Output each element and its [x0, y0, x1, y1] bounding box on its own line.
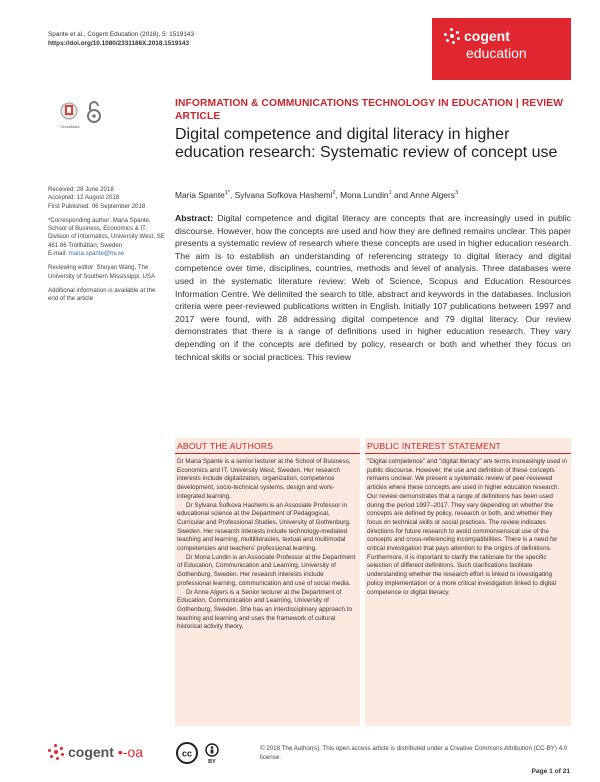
author-separator: ,	[335, 190, 341, 200]
public-interest-heading: PUBLIC INTEREST STATEMENT	[365, 438, 571, 454]
received-date: Received: 28 June 2018	[48, 186, 114, 193]
published-date: First Published: 06 September 2018	[48, 202, 146, 210]
logo-word-cogent: cogent	[68, 744, 114, 760]
abstract	[175, 212, 571, 363]
header-meta	[48, 30, 194, 48]
open-access-icon	[86, 100, 102, 124]
author-separator: and	[391, 190, 410, 200]
logo-word-cogent: cogent	[464, 28, 510, 44]
author-bio: Dr Sylvana Sofkova Hashemi is an Associate Professor in educational science at the Department of Pedagogical, Curricular and Professional Studies, University of Gothenburg, Sweden. Her research interests include technology-mediated teaching and learning, multiliteracies, textual and multimodal competencies and teachers' professional learning.	[177, 501, 351, 553]
citation: Spante et al., Cogent Education (2018), 5: 1519143	[48, 31, 195, 38]
public-interest-text: "Digital competence" and "digital literacy" are terms increasingly used in public discourse. However, the use and definition of these concepts remains unclear. We present a systematic review of peer-reviewed articles where these concepts are used in higher education research. Our review demonstrates that a range of definitions has been used during the period 1997–2017. They vary depending on whether the concepts are defined by policy, research or both, and whether they focus on technical skills or social practices. The review indicates directions for future research to avoid commonsensical use of the concepts and cross-referencing incompatibilities. There is a need for critical investigation that pays attention to the origins of definitions. Furthermore, it is important to clarify the rationale for the specific selection of different definitions. Such clarifications facilitate understanding whether the research effort is linked to investigating policy implementation or a more critical investigation linked to digital competence or digital literacy.	[367, 458, 568, 596]
public-interest-panel	[365, 438, 571, 726]
reviewing-editor: Reviewing editor: Shuyan Wang, The University of Southern Mississippi, USA	[48, 264, 156, 280]
author-affiliation-mark: 1*	[224, 190, 231, 197]
doi-link[interactable]: https://doi.org/10.1080/2331186X.2018.1519143	[48, 40, 190, 47]
corresponding-author: *Corresponding author: Maria Spante, School of Business, Economics & IT, Division of Informatics, University West, SE 461 86 Trollhättan, Sweden	[48, 216, 165, 249]
about-authors-panel	[175, 438, 360, 726]
author-separator: ,	[230, 190, 235, 200]
license-statement: © 2018 The Author(s). This open access article is distributed under a Creative Commons Attribution (CC-BY) 4.0 license.	[260, 745, 568, 761]
author-name: Anne Algers	[409, 190, 455, 200]
article-category: INFORMATION & COMMUNICATIONS TECHNOLOGY IN EDUCATION | REVIEW ARTICLE	[175, 98, 564, 122]
author-bio: Dr Anne Algers is a Senior lecturer at the Department of Education, Communication and Learning, University of Gothenburg, Sweden. She has an interdisciplinary approach to teaching and learning and uses the framework of cultural historical activity theory.	[177, 588, 353, 631]
article-title: Digital competence and digital literacy in higher education research: Systematic review of concept use	[175, 126, 558, 161]
author-affiliation-mark: 2	[332, 190, 336, 197]
author-bio: Dr Maria Spante is a senior lecturer at the School of Business, Economics and IT, University West, Sweden. Her research interests include digitalization, organization, competence development, socio-technical systems, design and work-integrated learning.	[177, 458, 351, 500]
email-label: E-mail:	[48, 250, 69, 258]
cogent-oa-logo[interactable]	[48, 744, 143, 760]
by-text: BY	[208, 759, 216, 764]
logo-word-oa: •-oa	[117, 744, 144, 760]
page-number: Page 1 of 21	[531, 768, 570, 775]
accepted-date: Accepted: 12 August 2018	[48, 194, 120, 202]
crossmark-icon[interactable]	[60, 102, 78, 122]
cogent-spark-icon	[444, 28, 460, 44]
article-sidebar	[48, 186, 166, 310]
author-list	[175, 190, 458, 200]
email-link[interactable]: maria.spante@hv.se	[68, 250, 125, 258]
author-name: Sylvana Sofkova Hashemi	[234, 190, 333, 200]
cogent-spark-icon	[48, 744, 64, 760]
cc-text: cc	[181, 748, 193, 759]
abstract-label: Abstract:	[175, 213, 214, 223]
author-name: Maria Spante	[175, 190, 225, 200]
about-authors-heading: ABOUT THE AUTHORS	[175, 438, 360, 454]
crossmark-label: CrossMark	[60, 124, 80, 129]
logo-word-education: education	[466, 45, 527, 61]
abstract-text: Digital competence and digital literacy are concepts that are increasingly used in public discourse. However, how the concepts are used and how they are defined remains unclear. This paper presents a systematic review of research where these concepts are used in higher education research. The aim is to establish an understanding of referencing strategy to digital literacy and digital competence over time, disciplines, countries, methods and level of analysis. Three databases were used in the systematic literature review: Web of Science, Scopus and Education Resources Information Centre. We delimited the search to title, abstract and keywords in the databases. Inclusion criteria were peer-reviewed publications written in English. Initially 107 publications between 1997 and 2017 were found, with 28 addressing digital competence and 79 digital literacy. Our review demonstrates that there is a range of definitions used in higher education research. They vary depending on if the concepts are defined by policy, research or both and whether they focus on technical skills or social practices. This review	[175, 213, 571, 362]
author-affiliation-mark: 1	[388, 190, 392, 197]
author-affiliation-mark: 3	[455, 190, 459, 197]
author-bio: Dr Mona Lundin is an Associate Professor at the Department of Education, Communication and Learning, University of Gothenburg, Sweden. Her research interests include professional learning, communication and use of social media.	[177, 553, 356, 587]
author-name: Mona Lundin	[340, 190, 389, 200]
additional-info: Additional information is available at the end of the article	[48, 286, 156, 303]
cogent-education-logo[interactable]	[432, 18, 571, 80]
cc-by-license-icon[interactable]	[176, 742, 226, 764]
